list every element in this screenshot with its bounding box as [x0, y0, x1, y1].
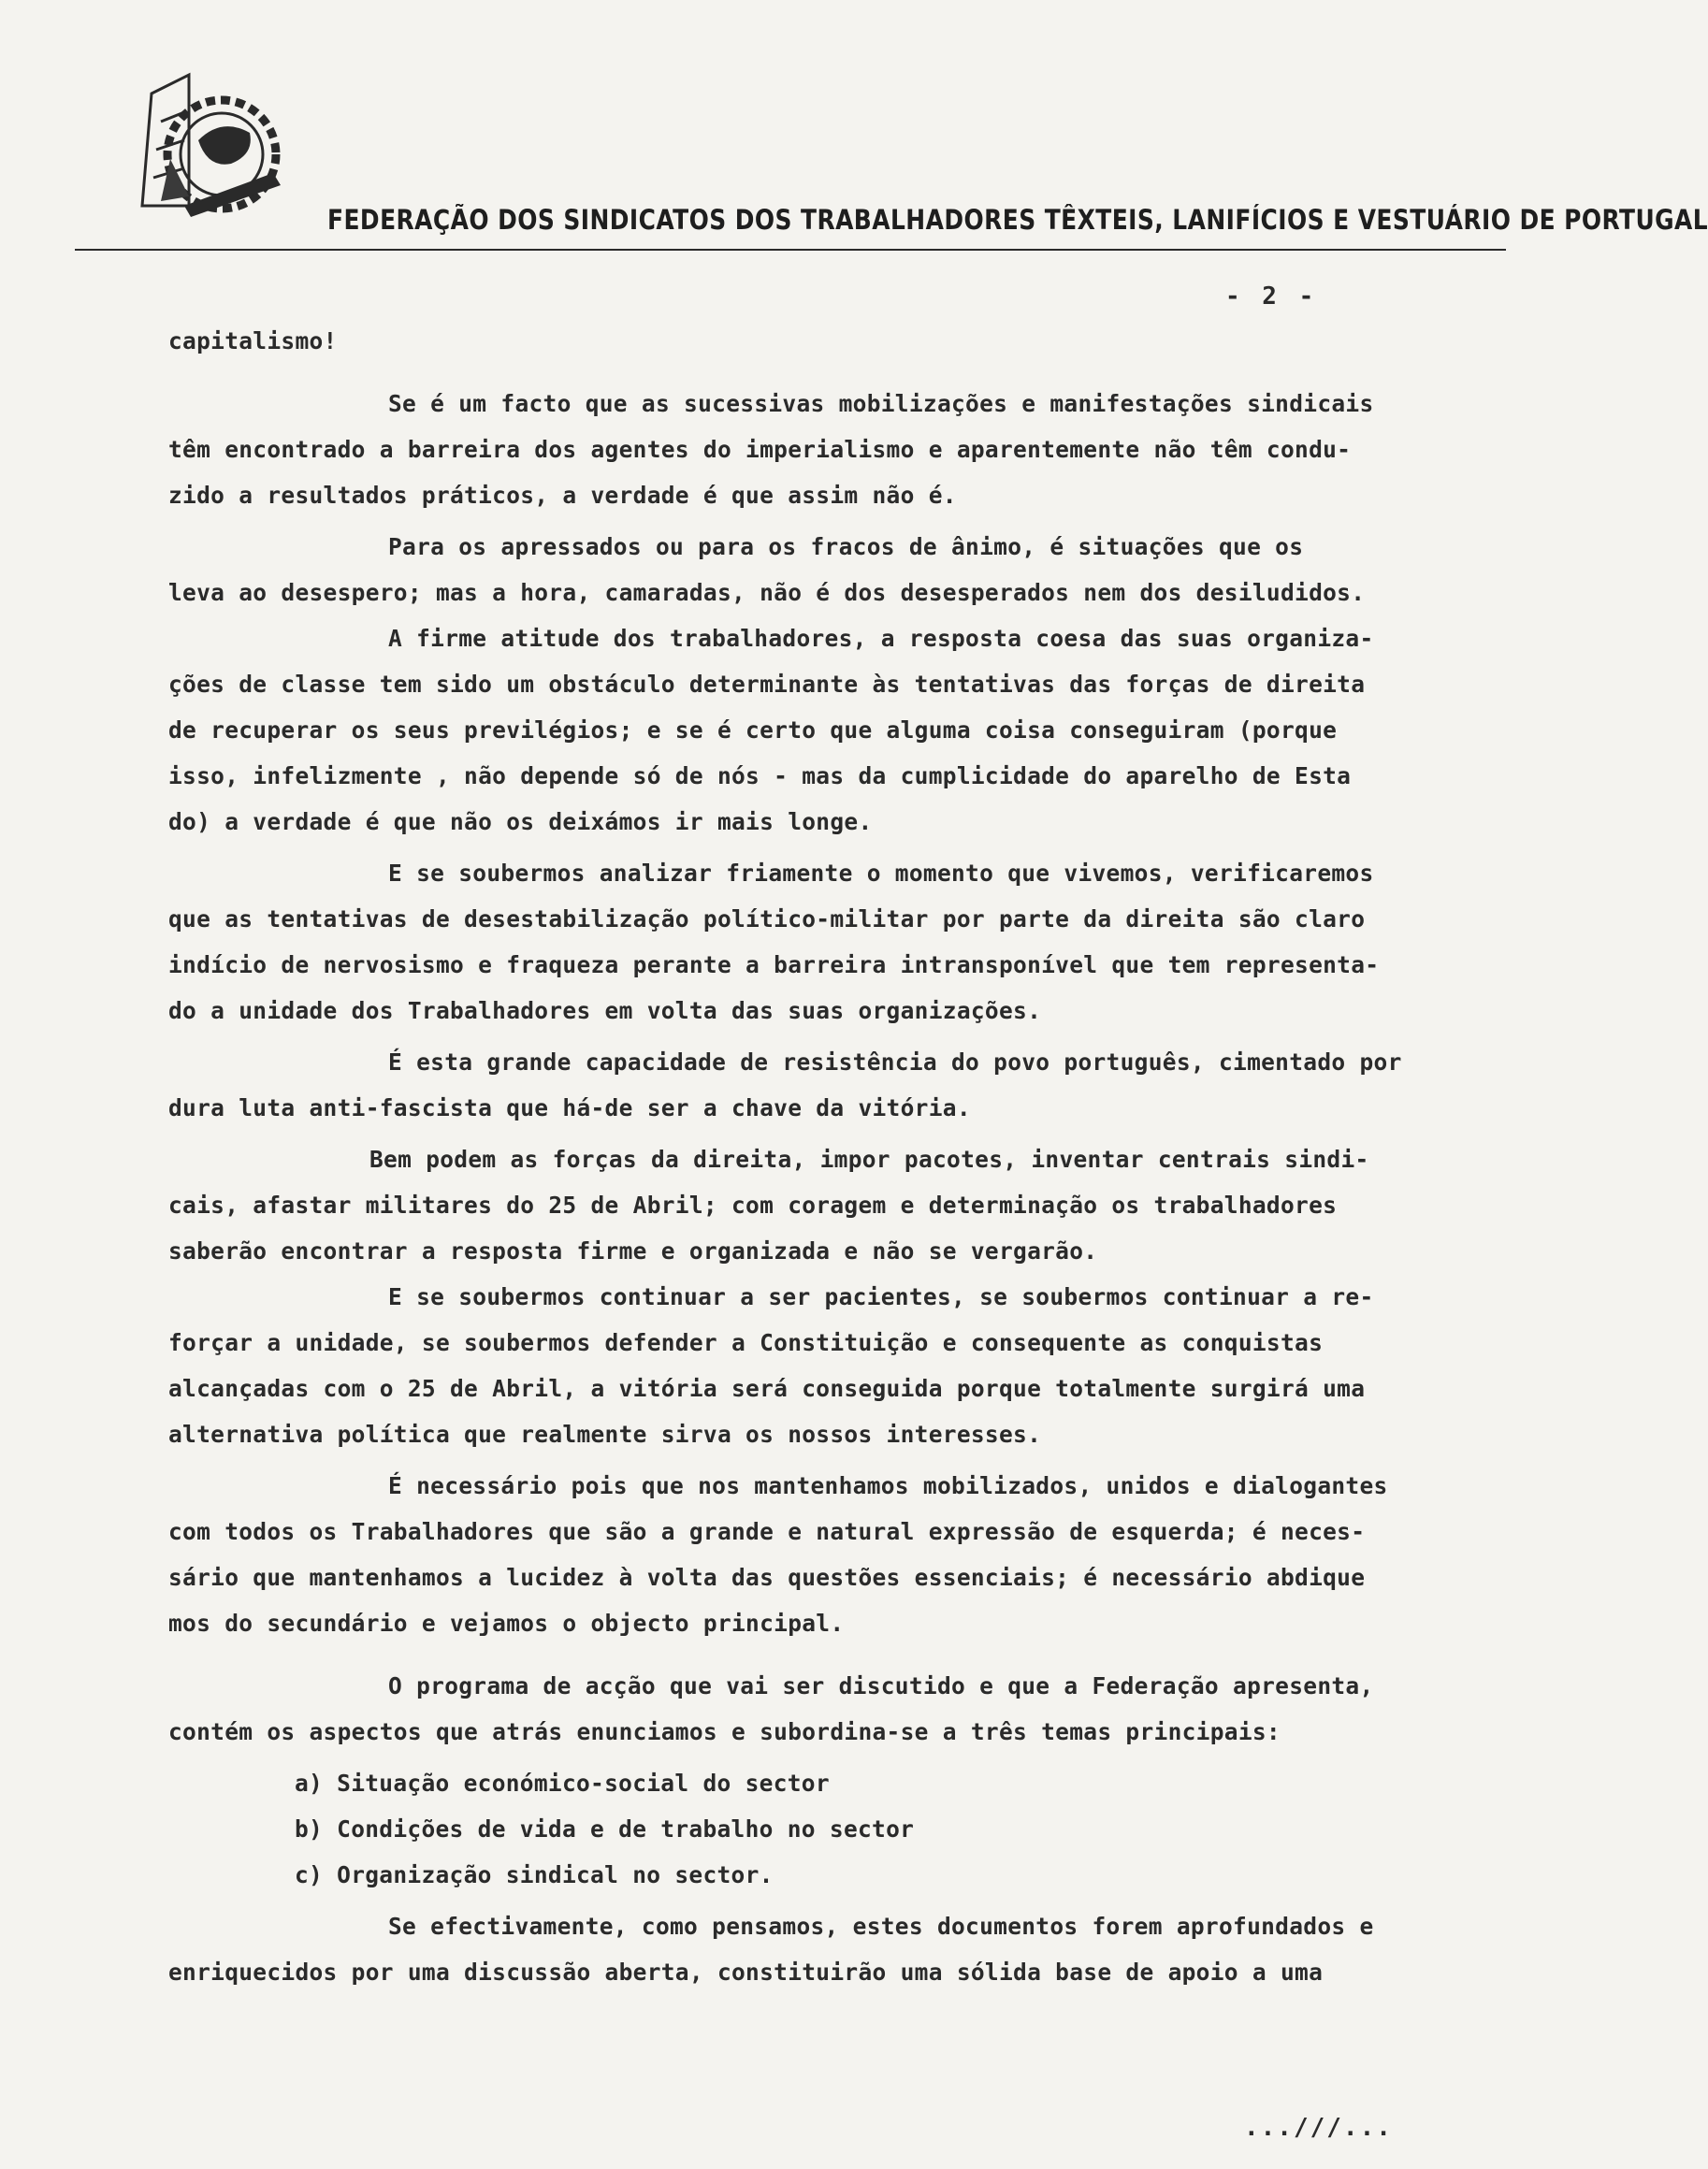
text-line: indício de nervosismo e fraqueza perante a barreira intransponível que tem representa-: [168, 951, 1380, 978]
text-line: Se efectivamente, como pensamos, estes documentos forem aprofundados e: [388, 1913, 1374, 1940]
continuation-mark: ...///...: [1244, 2114, 1393, 2142]
text-line: ções de classe tem sido um obstáculo determinante às tentativas das forças de direita: [168, 671, 1366, 698]
text-line: mos do secundário e vejamos o objecto principal.: [168, 1610, 845, 1637]
text-line: dura luta anti-fascista que há-de ser a chave da vitória.: [168, 1094, 971, 1121]
text-line: alternativa política que realmente sirva os nossos interesses.: [168, 1421, 1042, 1448]
text-line: sário que mantenhamos a lucidez à volta das questões essenciais; é necessário abdique: [168, 1564, 1366, 1591]
list-item: b) Condições de vida e de trabalho no sector: [295, 1815, 915, 1843]
text-line: O programa de acção que vai ser discutido e que a Federação apresenta,: [388, 1672, 1374, 1699]
text-line: Para os apressados ou para os fracos de ânimo, é situações que os: [388, 533, 1304, 560]
text-line: E se soubermos analizar friamente o momento que vivemos, verificaremos: [388, 860, 1374, 887]
text-line: de recuperar os seus previlégios; e se é certo que alguma coisa conseguiram (porque: [168, 716, 1338, 744]
text-line: cais, afastar militares do 25 de Abril; com coragem e determinação os trabalhadores: [168, 1192, 1338, 1219]
text-line: A firme atitude dos trabalhadores, a resposta coesa das suas organiza-: [388, 625, 1374, 652]
text-line: do) a verdade é que não os deixámos ir mais longe.: [168, 808, 873, 835]
header-divider: [75, 249, 1506, 251]
text-line: É esta grande capacidade de resistência do povo português, cimentado por: [388, 1048, 1402, 1076]
text-line: Bem podem as forças da direita, impor pacotes, inventar centrais sindi-: [369, 1146, 1369, 1173]
text-line: alcançadas com o 25 de Abril, a vitória será conseguida porque totalmente surgirá uma: [168, 1375, 1366, 1402]
text-line: enriquecidos por uma discussão aberta, constituirão uma sólida base de apoio a uma: [168, 1959, 1324, 1986]
text-line: zido a resultados práticos, a verdade é que assim não é.: [168, 482, 957, 509]
text-line: que as tentativas de desestabilização político-militar por parte da direita são claro: [168, 905, 1366, 933]
text-line: com todos os Trabalhadores que são a grande e natural expressão de esquerda; é neces-: [168, 1518, 1366, 1545]
text-line: contém os aspectos que atrás enunciamos e subordina-se a três temas principais:: [168, 1718, 1281, 1745]
document-body: [168, 318, 1497, 1995]
text-line: É necessário pois que nos mantenhamos mobilizados, unidos e dialogantes: [388, 1472, 1388, 1499]
text-line: do a unidade dos Trabalhadores em volta das suas organizações.: [168, 997, 1042, 1024]
page-number: - 2 -: [1225, 282, 1318, 311]
text-line: têm encontrado a barreira dos agentes do imperialismo e aparentemente não têm condu-: [168, 436, 1352, 463]
text-line: forçar a unidade, se soubermos defender a Constituição e consequente as conquistas: [168, 1329, 1324, 1356]
list-item: a) Situação económico-social do sector: [295, 1770, 830, 1797]
text-line: E se soubermos continuar a ser pacientes, se soubermos continuar a re-: [388, 1283, 1374, 1310]
federation-emblem-icon: [133, 65, 292, 224]
list-item: c) Organização sindical no sector.: [295, 1861, 774, 1888]
text-line: saberão encontrar a resposta firme e organizada e não se vergarão.: [168, 1237, 1098, 1265]
text-line: isso, infelizmente , não depende só de nós - mas da cumplicidade do aparelho de Esta: [168, 762, 1352, 789]
federation-name: FEDERAÇÃO DOS SINDICATOS DOS TRABALHADORES TÊXTEIS, LANIFÍCIOS E VESTUÁRIO DE PORTUGAL: [327, 204, 1708, 236]
text-line: Se é um facto que as sucessivas mobilizações e manifestações sindicais: [388, 390, 1374, 417]
text-line: capitalismo!: [168, 327, 338, 354]
text-line: leva ao desespero; mas a hora, camaradas, não é dos desesperados nem dos desiludidos.: [168, 579, 1366, 606]
